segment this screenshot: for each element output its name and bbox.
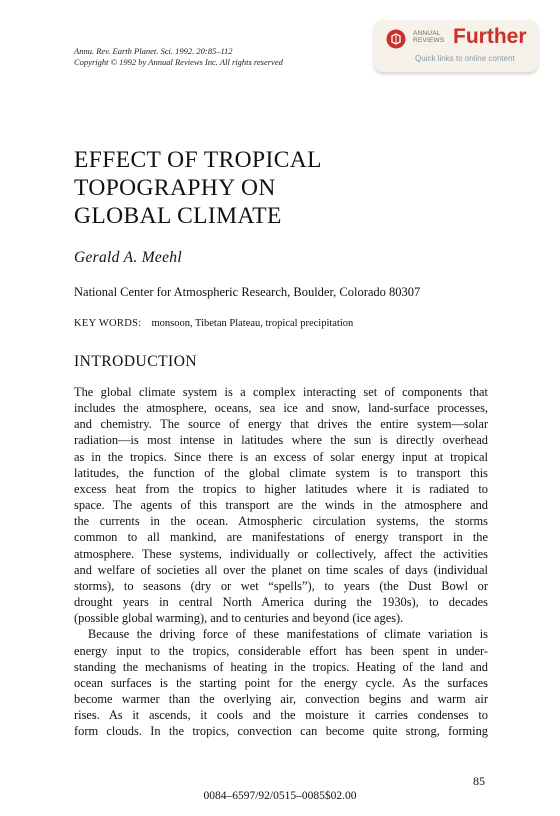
reviews-label: REVIEWS [413,37,445,44]
body-line: energy input to the tropics, considerable effort has been spent in under- [74,643,488,658]
journal-citation [74,46,283,68]
keywords-label: KEY WORDS: [74,318,142,329]
title-line-3: GLOBAL CLIMATE [74,203,282,229]
body-line: atmosphere. These systems, individually or collectively, affect the activities [74,546,488,561]
title-line-1: EFFECT OF TROPICAL [74,147,322,173]
body-line: storms), to seasons (dry or wet “spells”), to years (the Dust Bowl or [74,578,488,593]
body-line: and chemistry. The source of energy that drives the entire system—solar [74,417,488,432]
publisher-code: 0084–6597/92/0515–0085$02.00 [203,790,357,802]
title-line-2: TOPOGRAPHY ON [74,175,276,201]
body-line: become warmer than the overlying air, convection begins and warm air [74,691,488,706]
body-line: the currents in the ocean. Atmospheric circulation systems, the storms [74,514,488,529]
body-line: and welfare of societies all over the planet on time scales of days (individual [74,562,488,577]
body-line: rises. As it ascends, it cools and the moisture it carries condenses to [74,708,488,723]
author-affiliation: National Center for Atmospheric Research, Boulder, Colorado 80307 [74,285,421,299]
page-number: 85 [473,774,485,788]
annual-label: ANNUAL [413,30,441,37]
citation-line-1: Annu. Rev. Earth Planet. Sci. 1992. 20:85–112 [74,46,233,56]
body-line: Because the driving force of these manifestations of climate variation is [88,627,488,642]
body-line: drought years in central North America during the 1930s), to decades [74,595,488,610]
body-line: ocean surfaces is the starting point for the energy cycle. As the surfaces [74,675,488,690]
annual-reviews-further-badge[interactable] [374,20,538,72]
body-line: The global climate system is a complex interacting set of components that [74,385,488,399]
annual-reviews-wordmark [413,30,444,44]
body-line: excess heat from the tropics to higher latitudes where it is radiated to [74,481,488,496]
body-line: (possible global warming), and to centuries and beyond (ice ages). [74,611,404,626]
further-subtitle: Quick links to online content [415,54,515,63]
body-line: includes the atmosphere, oceans, sea ice and snow, land-surface processes, [74,401,488,416]
keywords-value: monsoon, Tibetan Plateau, tropical precipitation [151,318,354,329]
further-label: Further [453,25,527,48]
article-title [74,146,322,230]
author-name: Gerald A. Meehl [74,249,182,266]
body-line: space. The agents of this transport are the winds in the atmosphere and [74,498,488,513]
section-heading-introduction: INTRODUCTION [74,353,198,370]
body-line: latitudes, the function of the global climate system is to transport this [74,465,488,480]
body-line: form clouds. In the tropics, convection can become quite strong, forming [74,724,488,739]
annual-reviews-logo-icon [386,29,406,49]
body-line: common to all mankind, are manifestations of energy transport in the [74,530,488,545]
body-line: radiation—is most intense in latitudes where the sun is directly overhead [74,433,488,448]
body-line: as in the tropics. Since there is an excess of solar energy input at tropical [74,449,488,464]
introduction-body [74,384,488,739]
citation-line-2: Copyright © 1992 by Annual Reviews Inc. All rights reserved [74,57,283,67]
keywords [74,318,353,329]
body-line: standing the mechanisms of heating in the tropics. Heating of the land and [74,659,488,674]
